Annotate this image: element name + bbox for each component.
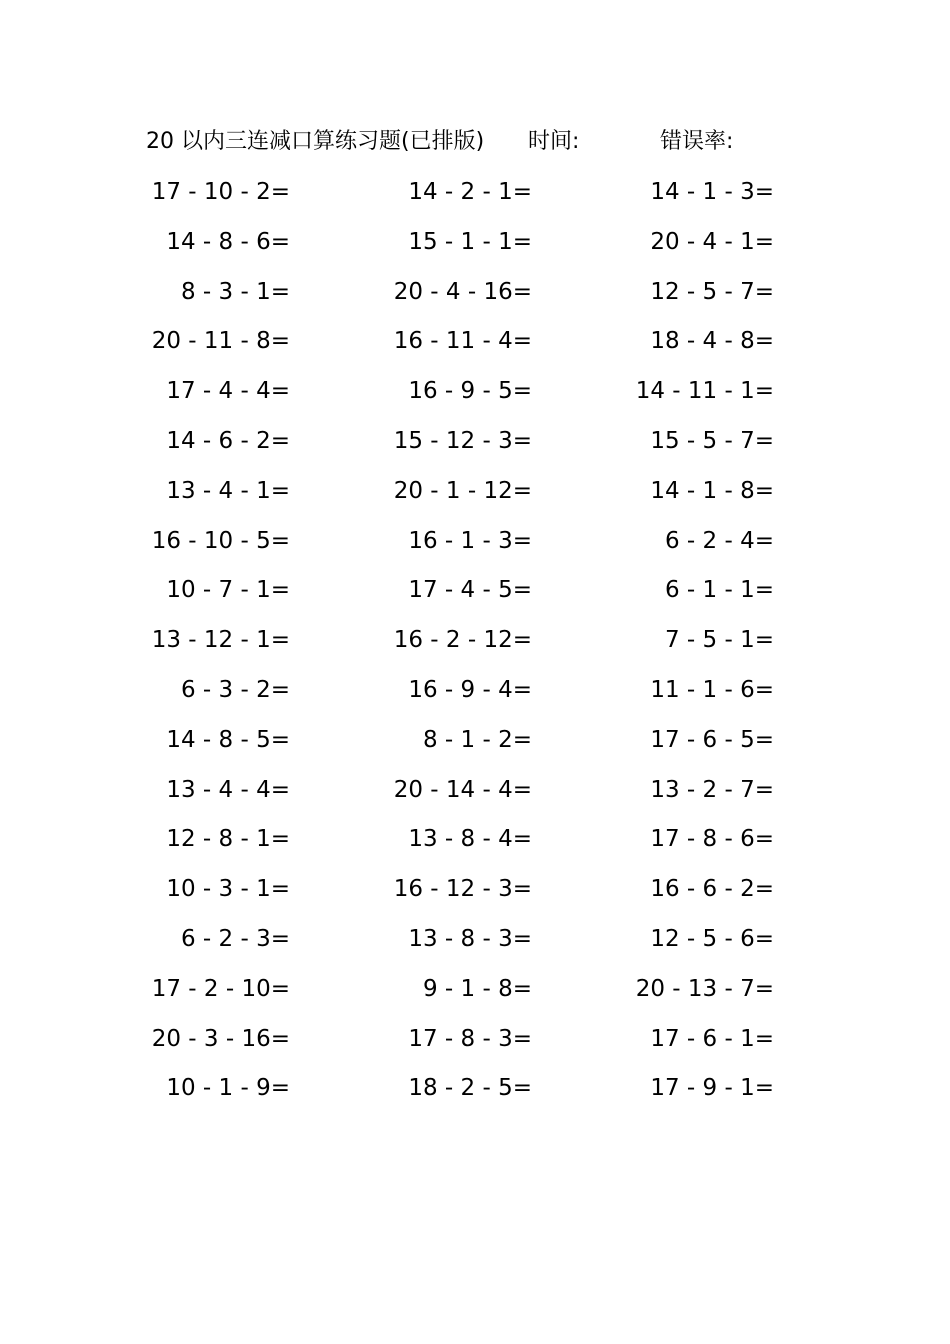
problem-cell: 18 - 2 - 5=	[408, 1075, 532, 1102]
problem-cell: 10 - 3 - 1=	[166, 876, 290, 903]
problem-cell: 10 - 7 - 1=	[166, 577, 290, 604]
problem-cell: 12 - 5 - 6=	[650, 925, 774, 952]
problem-cell: 14 - 1 - 8=	[650, 477, 774, 504]
problem-cell: 16 - 9 - 4=	[408, 676, 532, 703]
problem-row	[0, 172, 950, 222]
problem-cell: 11 - 1 - 6=	[650, 676, 774, 703]
problem-cell: 16 - 2 - 12=	[393, 627, 532, 654]
problem-cell: 17 - 2 - 10=	[151, 975, 290, 1002]
problem-cell: 14 - 8 - 6=	[166, 228, 290, 255]
problem-cell: 15 - 5 - 7=	[650, 427, 774, 454]
problem-cell: 17 - 8 - 3=	[408, 1025, 532, 1052]
problem-row	[0, 1019, 950, 1069]
problem-row	[0, 421, 950, 471]
error-rate-label: 错误率:	[660, 129, 734, 154]
problem-row	[0, 371, 950, 421]
problem-row	[0, 222, 950, 272]
problem-row	[0, 321, 950, 371]
problem-cell: 6 - 2 - 4=	[664, 527, 774, 554]
problem-cell: 17 - 9 - 1=	[650, 1075, 774, 1102]
problem-cell: 16 - 11 - 4=	[393, 328, 532, 355]
problem-cell: 13 - 8 - 4=	[408, 826, 532, 853]
problem-cell: 13 - 4 - 4=	[166, 776, 290, 803]
problem-cell: 7 - 5 - 1=	[664, 627, 774, 654]
problem-row	[0, 919, 950, 969]
problem-cell: 12 - 5 - 7=	[650, 278, 774, 305]
problem-cell: 17 - 4 - 4=	[166, 378, 290, 405]
problem-cell: 16 - 12 - 3=	[393, 876, 532, 903]
problem-row	[0, 570, 950, 620]
problem-grid	[0, 172, 950, 1118]
problem-cell: 20 - 3 - 16=	[151, 1025, 290, 1052]
problem-row	[0, 969, 950, 1019]
problem-row	[0, 770, 950, 820]
problem-row	[0, 272, 950, 322]
problem-cell: 17 - 10 - 2=	[151, 179, 290, 205]
problem-row	[0, 670, 950, 720]
problem-cell: 16 - 10 - 5=	[151, 527, 290, 554]
problem-cell: 14 - 8 - 5=	[166, 726, 290, 753]
problem-cell: 20 - 14 - 4=	[393, 776, 532, 803]
problem-cell: 13 - 8 - 3=	[408, 925, 532, 952]
problem-cell: 18 - 4 - 8=	[650, 328, 774, 355]
problem-cell: 14 - 2 - 1=	[408, 179, 532, 205]
problem-cell: 20 - 4 - 16=	[393, 278, 532, 305]
problem-cell: 6 - 1 - 1=	[664, 577, 774, 604]
problem-cell: 8 - 1 - 2=	[422, 726, 532, 753]
problem-cell: 17 - 6 - 5=	[650, 726, 774, 753]
problem-cell: 10 - 1 - 9=	[166, 1075, 290, 1102]
worksheet-title: 20 以内三连减口算练习题(已排版)	[146, 129, 485, 154]
problem-row	[0, 521, 950, 571]
problem-cell: 9 - 1 - 8=	[422, 975, 532, 1002]
problem-cell: 13 - 2 - 7=	[650, 776, 774, 803]
problem-row	[0, 720, 950, 770]
problem-cell: 13 - 4 - 1=	[166, 477, 290, 504]
problem-row	[0, 1068, 950, 1118]
problem-cell: 12 - 8 - 1=	[166, 826, 290, 853]
problem-cell: 6 - 3 - 2=	[180, 676, 290, 703]
problem-cell: 16 - 6 - 2=	[650, 876, 774, 903]
problem-cell: 17 - 6 - 1=	[650, 1025, 774, 1052]
problem-row	[0, 471, 950, 521]
problem-cell: 17 - 4 - 5=	[408, 577, 532, 604]
problem-cell: 13 - 12 - 1=	[151, 627, 290, 654]
problem-cell: 15 - 12 - 3=	[393, 427, 532, 454]
problem-cell: 14 - 1 - 3=	[650, 179, 774, 205]
problem-cell: 16 - 1 - 3=	[408, 527, 532, 554]
problem-cell: 20 - 4 - 1=	[650, 228, 774, 255]
time-label: 时间:	[528, 129, 580, 154]
worksheet-header	[0, 124, 950, 160]
problem-cell: 6 - 2 - 3=	[180, 925, 290, 952]
problem-cell: 20 - 13 - 7=	[635, 975, 774, 1002]
problem-cell: 16 - 9 - 5=	[408, 378, 532, 405]
problem-cell: 15 - 1 - 1=	[408, 228, 532, 255]
problem-cell: 8 - 3 - 1=	[180, 278, 290, 305]
problem-cell: 14 - 6 - 2=	[166, 427, 290, 454]
problem-cell: 14 - 11 - 1=	[635, 378, 774, 405]
problem-row	[0, 869, 950, 919]
problem-cell: 17 - 8 - 6=	[650, 826, 774, 853]
problem-row	[0, 620, 950, 670]
problem-row	[0, 819, 950, 869]
problem-cell: 20 - 11 - 8=	[151, 328, 290, 355]
problem-cell: 20 - 1 - 12=	[393, 477, 532, 504]
